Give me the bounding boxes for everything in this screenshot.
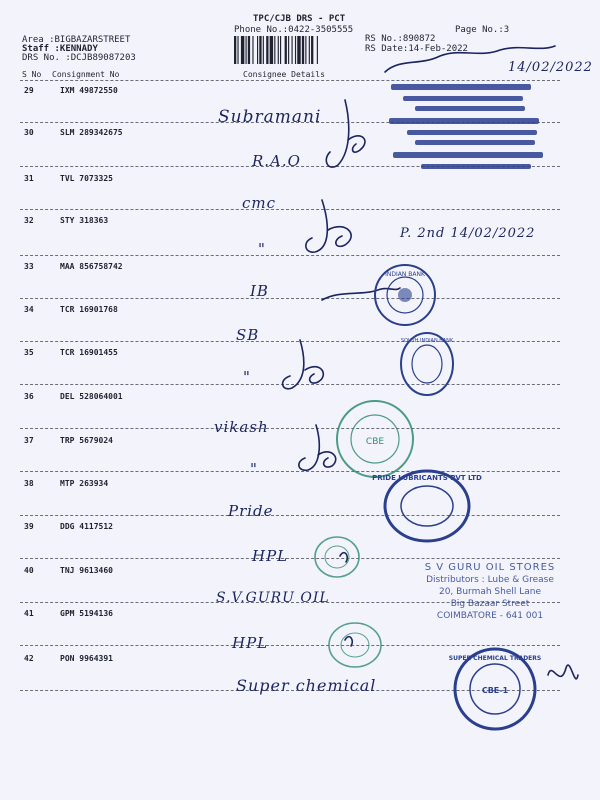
rs-date: RS Date:14-Feb-2022 — [365, 44, 468, 54]
handwritten-name: cmc — [242, 194, 277, 212]
area-label: Area :BIGBAZARSTREET — [22, 35, 131, 45]
handwritten-name: S.V.GURU OIL — [216, 590, 330, 606]
stamp-text: SUPER CHEMICAL TRADERS — [448, 655, 542, 662]
row-consignment: MAA 856758742 — [60, 262, 123, 271]
staff-label: Staff :KENNADY — [22, 44, 98, 54]
south-indian-bank-stamp — [398, 330, 456, 402]
row-sno: 31 — [24, 174, 34, 183]
row-consignment: TCR 16901768 — [60, 305, 118, 314]
stamp-line: 20, Burmah Shell Lane — [438, 587, 542, 597]
row-consignment: TVL 7073325 — [60, 174, 113, 183]
stamp-line: Big Bazaar Street — [450, 599, 530, 609]
row-sno: 36 — [24, 392, 34, 401]
stamp-line: Distributors : Lube & Grease — [426, 575, 554, 585]
row-sno: 34 — [24, 305, 34, 314]
row-sno: 30 — [24, 128, 34, 137]
indian-bank-stamp — [372, 262, 438, 332]
handwritten-name: Pride — [228, 502, 274, 520]
signature-mark — [548, 665, 578, 679]
small-green-stamp — [326, 620, 384, 674]
row-consignment: TRP 5679024 — [60, 436, 113, 445]
row-sno: 38 — [24, 479, 34, 488]
sv-guru-stamp — [410, 562, 570, 622]
row-consignment: TCR 16901455 — [60, 348, 118, 357]
row-consignment: DEL 528064001 — [60, 392, 123, 401]
signature-mark — [326, 100, 348, 167]
row-consignment: TNJ 9613460 — [60, 566, 113, 575]
handwritten-name: Subramani — [218, 107, 322, 127]
stamp-line: COIMBATORE - 641 001 — [436, 611, 544, 621]
signature-mark — [283, 340, 304, 389]
pride-lubricants-stamp — [372, 468, 482, 548]
stamp-text: PRIDE LUBRICANTS PVT LTD — [372, 474, 482, 482]
row-consignment: MTP 263934 — [60, 479, 109, 488]
handwritten-name: R.A.O — [252, 152, 301, 170]
super-chemical-stamp — [448, 646, 542, 736]
row-sno: 40 — [24, 566, 34, 575]
handwritten-ditto: " — [243, 368, 251, 386]
signature-mark — [328, 227, 351, 247]
row-sno: 35 — [24, 348, 34, 357]
handwritten-date: P. 2nd 14/02/2022 — [400, 226, 536, 241]
row-consignment: SLM 289342675 — [60, 128, 123, 137]
postal-ink-stamp — [385, 78, 565, 176]
row-sno: 37 — [24, 436, 34, 445]
handwritten-name: Super chemical — [236, 676, 377, 695]
col-header-consignee: Consignee Details — [243, 70, 325, 79]
handwritten-name: SB — [236, 326, 260, 344]
stamp-text: SOUTH INDIAN BANK — [400, 338, 454, 344]
row-consignment: DDG 4117512 — [60, 522, 113, 531]
row-sno: 33 — [24, 262, 34, 271]
rs-number: RS No.:890872 — [365, 34, 436, 44]
stamp-text: CBE-1 — [481, 686, 509, 695]
row-sno: 32 — [24, 216, 34, 225]
handwritten-date: 14/02/2022 — [508, 60, 593, 75]
signature-mark — [306, 200, 327, 252]
signature-mark — [385, 46, 555, 72]
drs-number: DRS No. :DCJB89087203 — [22, 53, 136, 63]
handwritten-name: HPL — [232, 634, 269, 652]
report-title: TPC/CJB DRS - PCT — [253, 14, 346, 24]
row-consignment: PON 9964391 — [60, 654, 113, 663]
row-consignment: GPM 5194136 — [60, 609, 113, 618]
stamp-text: INDIAN BANK — [385, 271, 425, 278]
handwritten-name: HPL — [252, 547, 289, 565]
handwritten-name: IB — [250, 282, 269, 300]
row-sno: 39 — [24, 522, 34, 531]
stamp-line: S V GURU OIL STORES — [424, 562, 556, 573]
col-header-sno: S No — [22, 70, 42, 79]
page-number: Page No.:3 — [455, 25, 510, 35]
handwritten-ditto: " — [258, 240, 266, 258]
handwritten-ditto: " — [250, 460, 258, 478]
row-consignment: IXM 49872550 — [60, 86, 118, 95]
signature-mark — [305, 367, 323, 383]
handwritten-name: vikash — [214, 418, 269, 436]
signature-mark — [299, 425, 319, 470]
stamp-text: CBE — [365, 437, 385, 447]
phone-number: Phone No.:0422-3505555 — [234, 25, 354, 35]
row-sno: 42 — [24, 654, 34, 663]
col-header-consignment: Consignment No — [52, 70, 120, 79]
small-green-stamp — [312, 534, 362, 584]
row-sno: 29 — [24, 86, 34, 95]
signature-mark — [348, 136, 365, 152]
row-sno: 41 — [24, 609, 34, 618]
row-consignment: STY 318363 — [60, 216, 109, 225]
